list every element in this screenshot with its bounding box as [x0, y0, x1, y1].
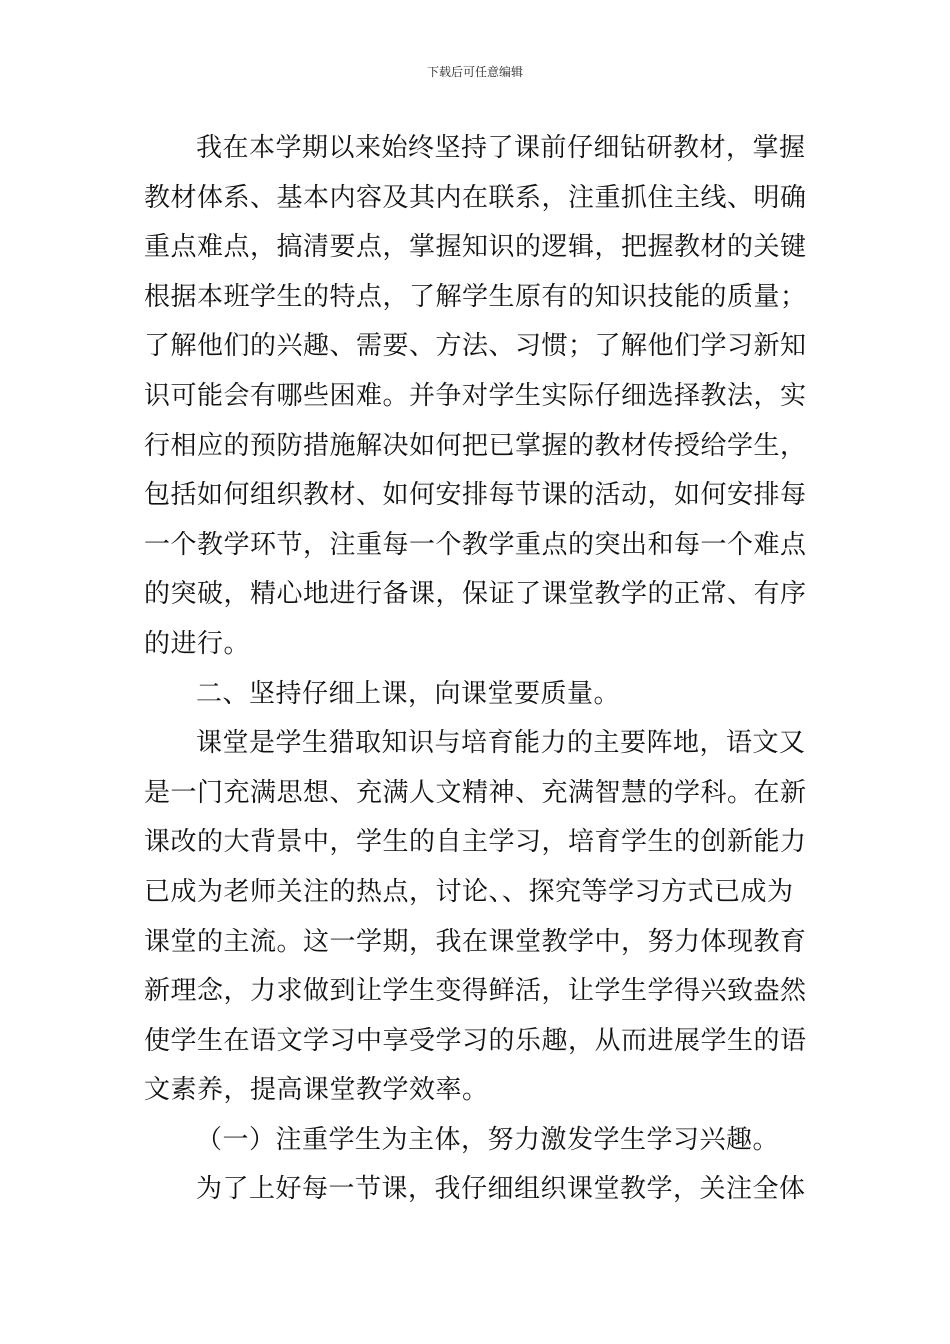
section-heading: 二、坚持仔细上课，向课堂要质量。: [196, 678, 621, 709]
body-line: 课堂是学生猎取知识与培育能力的主要阵地，语文又: [196, 728, 806, 759]
body-line: 教材体系、基本内容及其内在联系，注重抓住主线、明确: [144, 182, 807, 213]
body-line: 识可能会有哪些困难。并争对学生实际仔细选择教法，实: [144, 380, 807, 411]
body-line: 一个教学环节，注重每一个教学重点的突出和每一个难点: [144, 529, 807, 560]
body-line: 为了上好每一节课，我仔细组织课堂教学，关注全体: [196, 1174, 806, 1205]
page-header-note: 下载后可任意编辑: [426, 65, 523, 79]
body-line: 的突破，精心地进行备课，保证了课堂教学的正常、有序: [144, 579, 807, 610]
body-line: 行相应的预防措施解决如何把已掌握的教材传授给学生，: [144, 430, 807, 461]
body-line: 课堂的主流。这一学期，我在课堂教学中，努力体现教育: [144, 926, 807, 957]
body-line: 使学生在语文学习中享受学习的乐趣，从而进展学生的语: [144, 1025, 807, 1056]
subsection-heading: （一）注重学生为主体，努力激发学生学习兴趣。: [196, 1124, 780, 1155]
body-line: 新理念，力求做到让学生变得鲜活，让学生学得兴致盎然: [144, 976, 807, 1007]
body-line: 根据本班学生的特点，了解学生原有的知识技能的质量；: [144, 281, 807, 312]
body-line: 课改的大背景中，学生的自主学习，培育学生的创新能力: [144, 827, 807, 858]
body-line: 已成为老师关注的热点，讨论、、探究等学习方式已成为: [144, 876, 794, 907]
body-line: 我在本学期以来始终坚持了课前仔细钻研教材，掌握: [196, 133, 806, 163]
body-line: 是一门充满思想、充满人文精神、充满智慧的学科。在新: [144, 777, 807, 808]
document-body: [144, 124, 808, 1215]
body-line: 重点难点，搞清要点，掌握知识的逻辑，把握教材的关键: [144, 232, 807, 263]
body-line: 了解他们的兴趣、需要、方法、习惯；了解他们学习新知: [144, 331, 807, 362]
body-line: 的进行。: [144, 628, 251, 659]
body-line: 文素养，提高课堂教学效率。: [144, 1075, 489, 1106]
body-line: 包括如何组织教材、如何安排每节课的活动，如何安排每: [144, 480, 807, 511]
